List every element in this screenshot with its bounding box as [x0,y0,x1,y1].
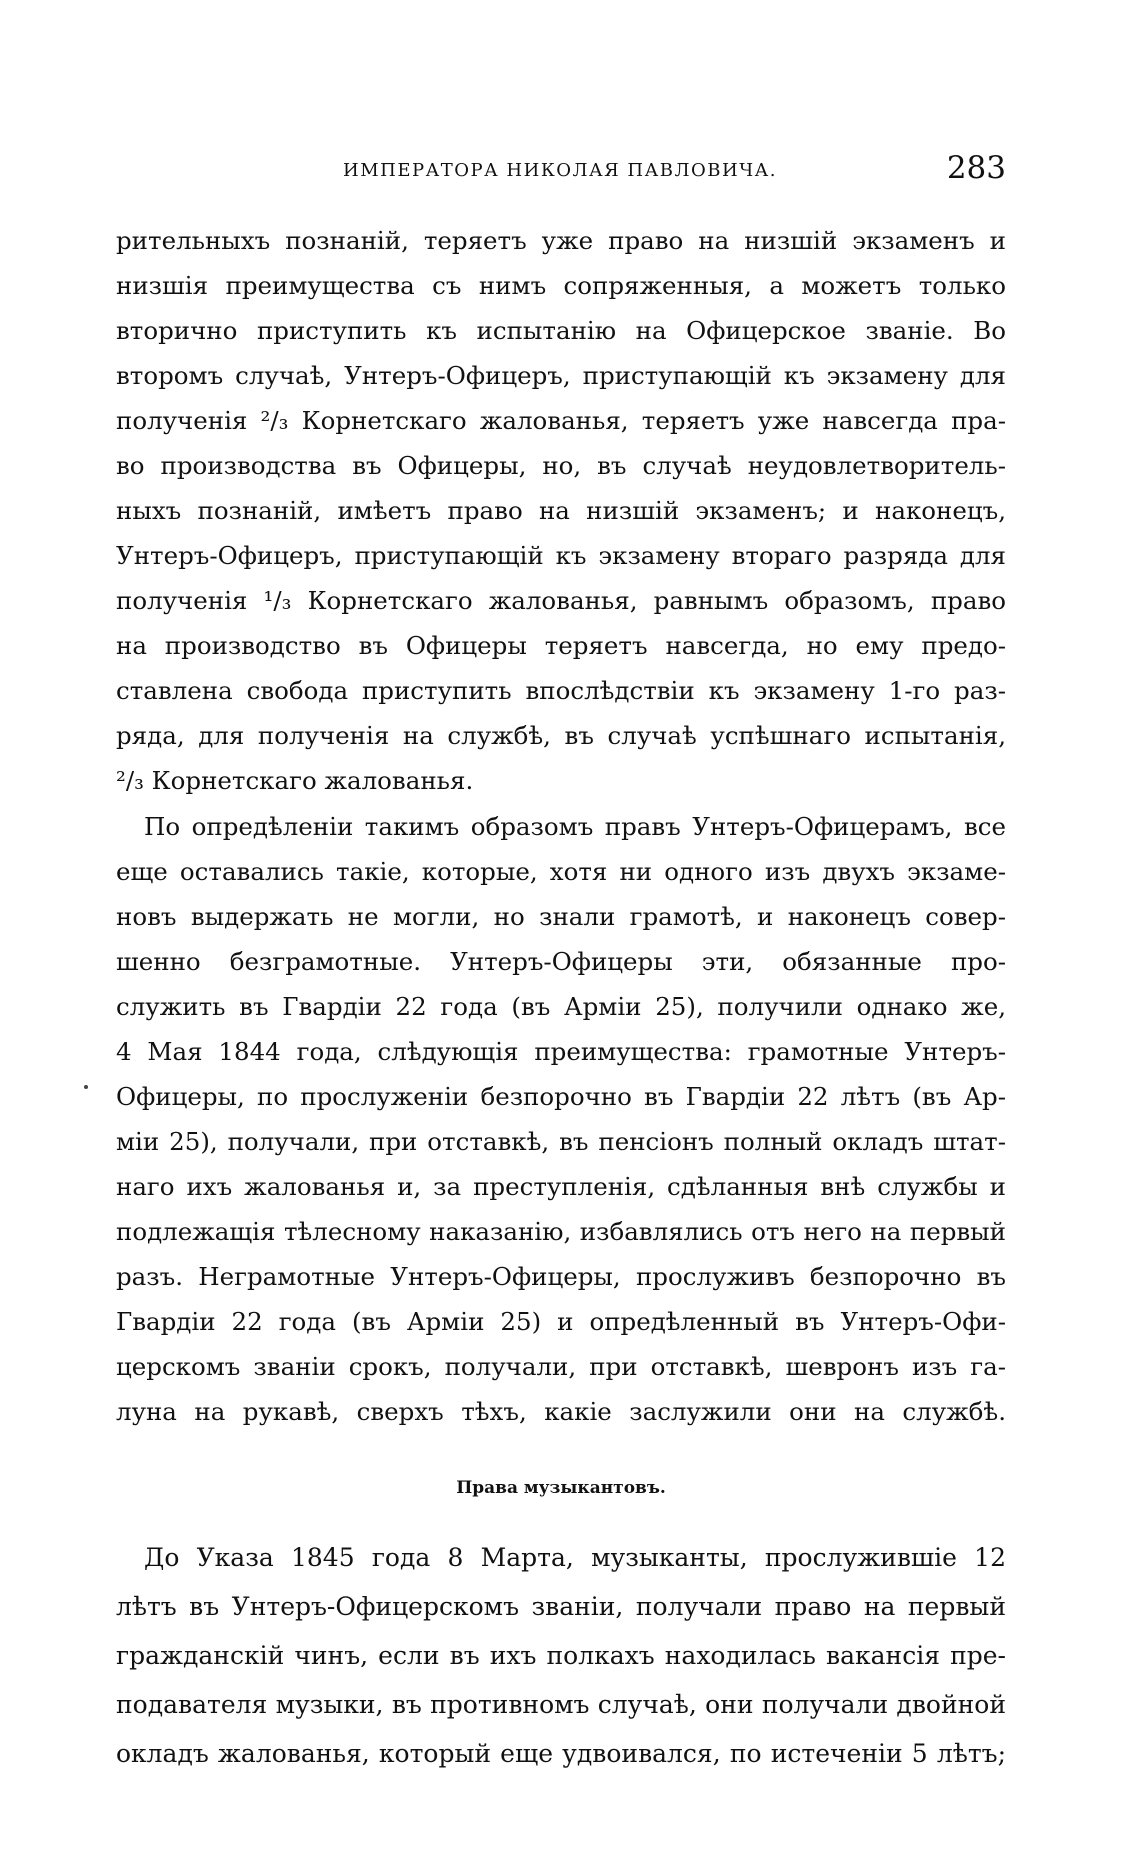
text-line: ряда, для полученія на службѣ, въ случаѣ успѣшнаго испытанія, [116,721,1006,750]
text-line: на производство въ Офицеры теряетъ навсегда, но ему предо- [116,631,1006,660]
text-line: Гвардіи 22 года (въ Арміи 25) и опредѣленный въ Унтеръ-Офи- [116,1307,1006,1336]
running-title: ИМПЕРАТОРА НИКОЛАЯ ПАВЛОВИЧА. [343,160,777,181]
text-line: наго ихъ жалованья и, за преступленія, сдѣланныя внѣ службы и [116,1172,1006,1201]
page-number: 283 [946,150,1006,186]
text-line: ныхъ познаній, имѣетъ право на низшій экзаменъ; и наконецъ, [116,496,1006,525]
text-line: второмъ случаѣ, Унтеръ-Офицеръ, приступающій къ экзамену для [116,361,1006,390]
text-line: Унтеръ-Офицеръ, приступающій къ экзамену втораго разряда для [116,541,1006,570]
section-heading: Права музыкантовъ. [456,1478,666,1498]
text-line: служить въ Гвардіи 22 года (въ Арміи 25), получили однако же, [116,992,1006,1021]
text-line: еще оставались такіе, которые, хотя ни одного изъ двухъ экзаме- [116,857,1006,886]
text-line: ²/₃ Корнетскаго жалованья. [116,766,474,795]
text-line: По опредѣленіи такимъ образомъ правъ Унтеръ-Офицерамъ, все [144,812,1006,841]
text-line: окладъ жалованья, который еще удвоивался, по истеченіи 5 лѣтъ; [116,1739,1006,1768]
text-line: разъ. Неграмотные Унтеръ-Офицеры, прослуживъ безпорочно въ [116,1262,1006,1291]
text-line: полученія ²/₃ Корнетскаго жалованья, теряетъ уже навсегда пра- [116,406,1006,435]
paragraph-2 [116,804,1006,1434]
text-line: полученія ¹/₃ Корнетскаго жалованья, равнымъ образомъ, право [116,586,1006,615]
text-line: луна на рукавѣ, сверхъ тѣхъ, какіе заслужили они на службѣ. [116,1397,1006,1426]
text-line: подавателя музыки, въ противномъ случаѣ, они получали двойной [116,1690,1006,1719]
margin-speck [84,1085,88,1089]
text-line: гражданскій чинъ, если въ ихъ полкахъ находилась вакансія пре- [116,1641,1006,1670]
text-line: церскомъ званіи срокъ, получали, при отставкѣ, шевронъ изъ га- [116,1352,1006,1381]
text-line: низшія преимущества съ нимъ сопряженныя, а можетъ только [116,271,1006,300]
text-line: во производства въ Офицеры, но, въ случаѣ неудовлетворитель- [116,451,1006,480]
text-line: вторично приступить къ испытанію на Офицерское званіе. Во [116,316,1006,345]
text-line: шенно безграмотные. Унтеръ-Офицеры эти, обязанные про- [116,947,1006,976]
paragraph-3 [116,1533,1006,1778]
text-line: До Указа 1845 года 8 Марта, музыканты, прослужившіе 12 [144,1543,1006,1572]
text-line: Офицеры, по прослуженіи безпорочно въ Гвардіи 22 лѣтъ (въ Ар- [116,1082,1006,1111]
text-line: рительныхъ познаній, теряетъ уже право на низшій экзаменъ и [116,226,1006,255]
text-line: лѣтъ въ Унтеръ-Офицерскомъ званіи, получали право на первый [116,1592,1006,1621]
running-head [116,150,1006,190]
text-line: ставлена свобода приступить впослѣдствіи къ экзамену 1-го раз- [116,676,1006,705]
text-line: новъ выдержать не могли, но знали грамотѣ, и наконецъ совер- [116,902,1006,931]
paragraph-1 [116,218,1006,803]
text-line: подлежащія тѣлесному наказанію, избавлялись отъ него на первый [116,1217,1006,1246]
text-line: 4 Мая 1844 года, слѣдующія преимущества: грамотные Унтеръ- [116,1037,1006,1066]
text-line: міи 25), получали, при отставкѣ, въ пенсіонъ полный окладъ штат- [116,1127,1006,1156]
